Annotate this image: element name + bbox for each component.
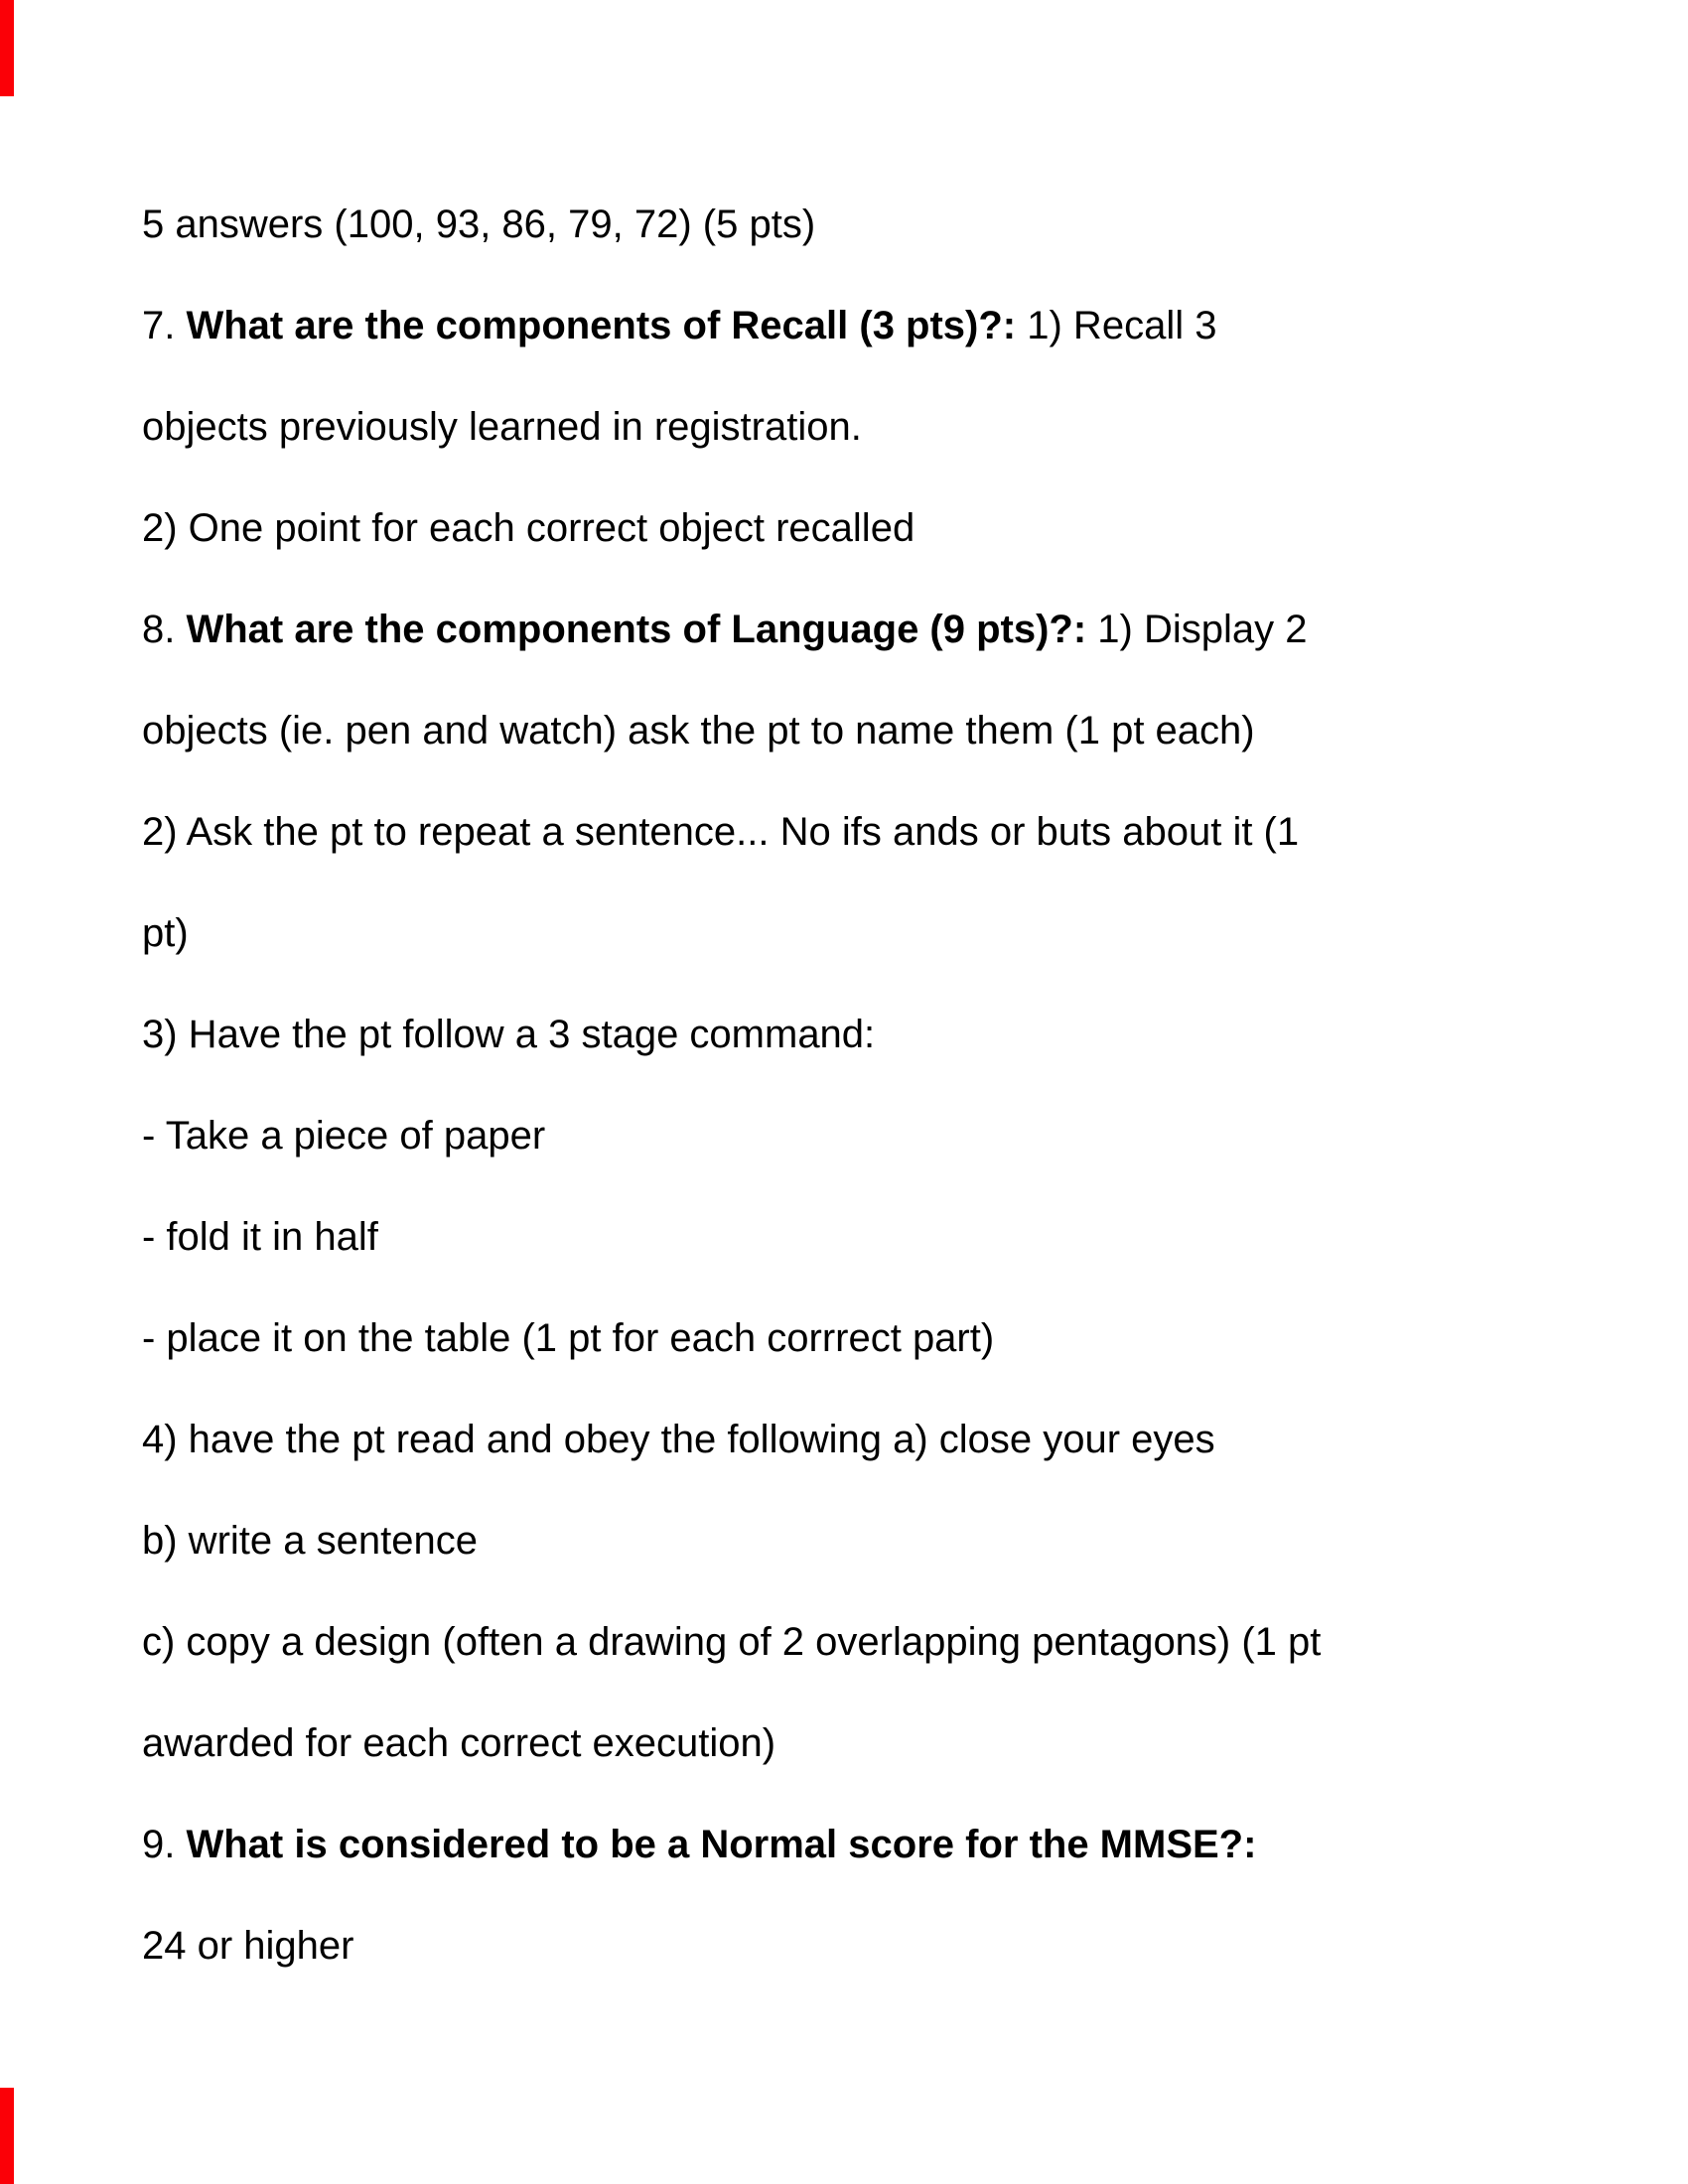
text-line <box>142 1591 1648 1693</box>
text-line <box>142 984 1648 1085</box>
answer-text: 2) Ask the pt to repeat a sentence... No ifs ands or buts about it (1 <box>142 810 1300 854</box>
text-line <box>142 1693 1648 1794</box>
answer-text: objects (ie. pen and watch) ask the pt to name them (1 pt each) <box>142 709 1255 752</box>
answer-text: - Take a piece of paper <box>142 1114 546 1158</box>
answer-text: 1) Recall 3 <box>1016 304 1217 347</box>
question-text: What are the components of Recall (3 pts)?: <box>186 304 1017 347</box>
answer-text: pt) <box>142 911 189 955</box>
answer-text: objects previously learned in registration. <box>142 405 862 449</box>
text-line <box>142 1895 1648 1996</box>
text-line <box>142 1389 1648 1490</box>
document-text <box>142 174 1648 1996</box>
text-line <box>142 478 1648 579</box>
answer-text: - fold it in half <box>142 1215 378 1259</box>
answer-text: 3) Have the pt follow a 3 stage command: <box>142 1013 876 1056</box>
text-line <box>142 1490 1648 1591</box>
answer-text: b) write a sentence <box>142 1519 478 1563</box>
text-line <box>142 275 1648 376</box>
text-line <box>142 579 1648 680</box>
text-line <box>142 1288 1648 1389</box>
question-text: What are the components of Language (9 pts)?: <box>186 608 1087 651</box>
answer-text: - place it on the table (1 pt for each corrrect part) <box>142 1316 995 1360</box>
page-edge-marker-top <box>0 0 14 96</box>
text-line <box>142 1794 1648 1895</box>
text-line <box>142 1085 1648 1186</box>
page-edge-marker-bottom <box>0 2088 14 2184</box>
answer-text: 2) One point for each correct object recalled <box>142 506 915 550</box>
answer-text: c) copy a design (often a drawing of 2 overlapping pentagons) (1 pt <box>142 1620 1322 1664</box>
text-line <box>142 883 1648 984</box>
text-line <box>142 376 1648 478</box>
answer-text: 1) Display 2 <box>1086 608 1308 651</box>
answer-text: 5 answers (100, 93, 86, 79, 72) (5 pts) <box>142 203 816 246</box>
answer-text: 24 or higher <box>142 1924 354 1968</box>
answer-text: 4) have the pt read and obey the following a) close your eyes <box>142 1418 1215 1461</box>
answer-text: 9. <box>142 1823 187 1866</box>
text-line <box>142 680 1648 781</box>
answer-text: 8. <box>142 608 187 651</box>
answer-text: awarded for each correct execution) <box>142 1721 776 1765</box>
text-line <box>142 781 1648 883</box>
text-line <box>142 174 1648 275</box>
question-text: What is considered to be a Normal score for the MMSE?: <box>186 1823 1257 1866</box>
answer-text: 7. <box>142 304 187 347</box>
text-line <box>142 1186 1648 1288</box>
